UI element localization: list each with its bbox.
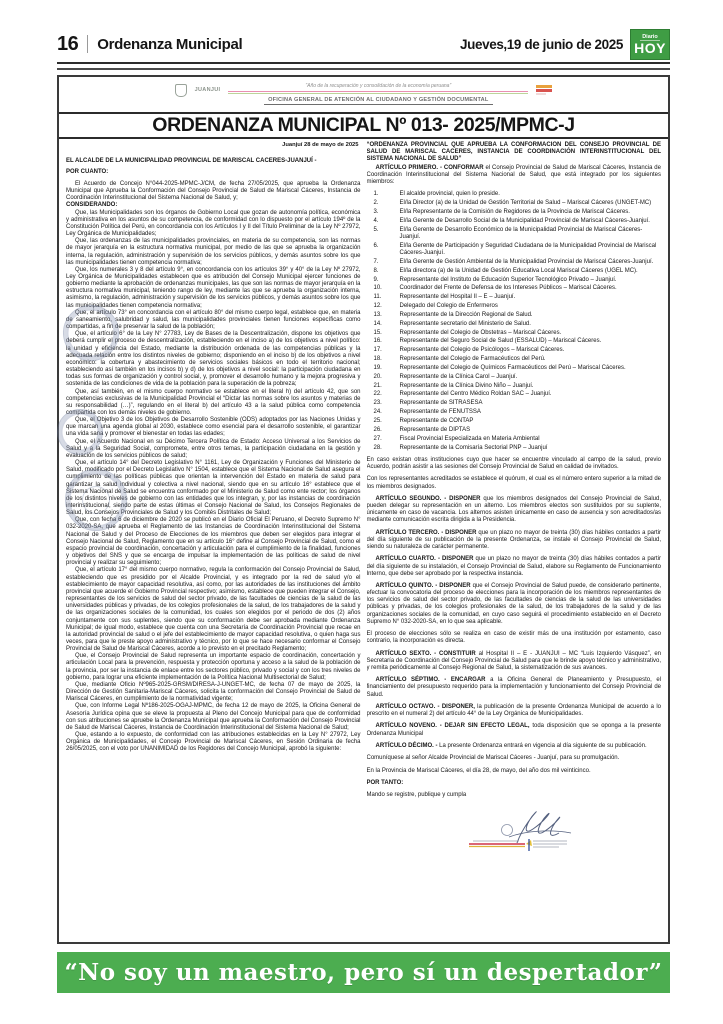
left-paragraph: Que, las ordenanzas de las municipalidades provinciales, en materia de su competencia, son las normas de mayor jerarquía en la estructura normativa municipal, por medio de las que se aprueba la organización interna, la regulación, administración y supervisión de los servicios públicos, y demás asuntos sobre los que las municipalidades tienen competencia normativa; <box>66 238 361 266</box>
left-paragraph: El Acuerdo de Concejo N°044-2025-MPMC-J/CM, de fecha 27/05/2025, que aprueba la Ordenanza Municipal que Aprueba la Conformación del Consejo Provincial de Salud de Mariscal Cáceres, Instancia de Coordinación Interinstitucional del Sistema Nacional de Salud, y; <box>66 180 361 202</box>
left-paragraph: Que, el artículo 14° del Decreto Legislativo N° 1161, Ley de Organización y Funciones del Ministerio de Salud, modificado por el Decreto Legislativo N° 1504, establece que el Sistema Nacional de Salud asegura el cumplimiento de las políticas públicas que orientan la intervención del Estado en materia de salud para garantizar la salud individual y colectiva a nivel nacional, siendo que en su artículo 16° establece que el Sistema Nacional de Salud se encuentra conformado por el Ministerio de Salud como ente rector; los órganos de los distintos niveles de gobierno con las entidades que los integran, y, por las instancias de coordinación interinstitucional, siendo parte de estas últimas el Consejo Nacional de Salud, los Consejos Regionales de Salud, los Consejos Provinciales de Salud y los Comités Distritales de Salud; <box>66 460 361 517</box>
logo-diario-text: Diario <box>642 33 658 40</box>
letterhead-center <box>228 83 528 105</box>
left-paragraph: Que, mediante Oficio Nº965-2025-GRSM/DIRESA-J-UNGET-MC, de fecha 07 de mayo de 2025, la Dirección de Gestión Sanitaria-Mariscal Cáceres, solicita la conformación del Consejo Provincial de Salud de Mariscal Cáceres, en cumplimiento de la normatividad vigente; <box>66 681 361 703</box>
institutional-logo-icon <box>536 85 552 95</box>
member-item: 14. Representante secretario del Ministerio de Salud. <box>373 320 531 327</box>
municipal-letterhead <box>66 81 661 111</box>
left-paragraph: Que, el artículo 17° del mismo cuerpo normativo, regula la conformación del Consejo Provincial de Salud, estableciendo que es presidido por el Alcalde Provincial, y es integrado por la red de salud y/o el establecimiento de mayor capacidad resolutiva, así como, por las autoridades de las instituciones del ámbito provincial que acuerde el Gobierno Provincial respectivo; asimismo, establece que pueden integrar el Consejo, representantes de los servicios de salud del sector privado, de las facultades de ciencias de la salud de las universidades públicas y privadas, de los colegios profesionales de la salud, de los trabajadores de la salud y de las organizaciones sociales de la comunidad, los cuales son elegidos por el periodo de dos (2) años conjuntamente con sus suplentes, siendo que su conformación debe ser aprobada mediante Ordenanza Municipal; de igual modo, establece que cuenta con una Secretaría de Coordinación Provincial que recae en la autoridad provincial de salud o el jefe del establecimiento de mayor capacidad resolutiva, o quien haga sus veces, para que le preste apoyo administrativo y técnico, por lo que se hace necesario conformar el Consejo Provincial de Salud de Mariscal Cáceres, acorde a lo previsto en el precitado Reglamento; <box>66 567 361 653</box>
body-paragraph: Mando se registre, publique y cumpla <box>366 792 467 799</box>
ordinance-document <box>57 75 670 944</box>
left-paragraph: Que, el artículo 73° en concordancia con el artículo 80° del mismo cuerpo legal, establece que, en materia de saneamiento, salubridad y salud, las municipalidades provinciales tienen funciones específicas como compartidas, a fin de preservar la salud de la población; <box>66 309 361 331</box>
left-paragraph: Que, el artículo 6° de la Ley N° 27783, Ley de Bases de la Descentralización, dispone los objetivos que deberá cumplir el proceso de descentralización, estableciendo en el inciso a) de los objetivos a nivel político: la unidad y eficiencia del Estado, mediante la distribución ordenada de las competencias públicas y la adecuada relación entre los distintos niveles de gobierno; disponiendo en el inciso b) de los objetivos a nivel económico: la cobertura y abastecimiento de servicios sociales básicos en todo el territorio nacional; estableciendo así también en los incisos b) y d) de los objetivos a nivel social: la participación ciudadana en todas sus formas de organización y control social, y, promover el desarrollo humano y la mejora progresiva y sostenida de las condiciones de vida de la población para la superación de la pobreza; <box>66 331 361 388</box>
page-number: 16 <box>57 32 79 55</box>
member-item: 11. Representante del Hospital II – E – Juanjuí. <box>373 294 516 301</box>
article-paragraph: ARTÍCULO OCTAVO. - DISPONER, la publicación de la presente Ordenanza Municipal de acuerdo a lo prescrito en el numeral 2) del artículo 44° de la Ley Orgánica de Municipalidades. <box>366 703 661 718</box>
ordinance-subject-heading: “ORDENANZA PROVINCIAL QUE APRUEBA LA CONFORMACIÓN DEL CONSEJO PROVINCIAL DE SALUD DE MARISCAL CACERES, INSTANCIA DE COORDINACIÓN INTERINSTITUCIONAL DEL SISTEMA NACIONAL DE SALUD” <box>366 142 661 163</box>
section-header <box>57 33 242 56</box>
section-title: Ordenanza Municipal <box>97 35 243 53</box>
ordinance-title-strip <box>59 112 668 139</box>
article-paragraph: ARTÍCULO QUINTO. - DISPONER que el Consejo Provincial de Salud puede, de considerarlo pertinente, efectuar la convocatoria del proceso de elecciones para la incorporación de los miembros representantes de los servicios de salud del sector privado, de las facultades de ciencias de la salud de las universidades públicas y privadas, de los colegios profesionales de la salud, de los trabajadores de la salud y de las organizaciones sociales de la comunidad, en cuyo caso seguirá el procedimiento establecido en el Decreto Supremo N° 032-2020-SA, en lo que sea aplicable. <box>366 583 661 625</box>
member-item: 2. El/la Director (a) de la Unidad de Gestión Territorial de Salud – Mariscal Cáceres (UNGET-MC) <box>373 200 652 207</box>
member-item: 27. Fiscal Provincial Especializada en Materia Ambiental <box>373 435 540 442</box>
member-item: 22. Representante del Centro Médico Roldan SAC – Juanjuí. <box>373 391 552 398</box>
left-heading: EL ALCALDE DE LA MUNICIPALIDAD PROVINCIAL DE MARISCAL CACERES-JUANJUÍ - <box>66 157 317 164</box>
official-year-slogan: “Año de la recuperación y consolidación de la economía peruana” <box>305 83 452 89</box>
member-item: 21. Representante de la Clínica Divino Niño – Juanjuí. <box>373 382 534 389</box>
signature-graphic <box>429 803 599 855</box>
left-column <box>66 141 361 934</box>
ordinance-title: ORDENANZA MUNICIPAL Nº 013- 2025/MPMC-J <box>152 114 575 136</box>
member-item: 8. El/la directora (a) de la Unidad de Gestión Educativa Local Mariscal Cáceres (UGEL MC). <box>373 267 638 274</box>
body-paragraph: El proceso de elecciones sólo se realiza en caso de existir más de una institución por estamento, caso contrario, la incorporación es directa. <box>366 631 661 645</box>
newspaper-header <box>57 28 670 60</box>
left-paragraph: Que, así también, en el mismo cuerpo normativo se establece en el literal h) del artículo 42, que son competencias exclusivas de la Municipalidad Provincial el “Dictar las normas sobre los asuntos y materias de su responsabilidad (…)”, regulando en el literal b) del artículo 43 a la salud pública como competencia compartida con los demás niveles de gobierno. <box>66 388 361 416</box>
member-item: 5. El/la Gerente de Desarrollo Económico de la Municipalidad Provincial de Mariscal Cáceres-Juanjuí. <box>373 226 643 240</box>
article-paragraph: ARTÍCULO SEGUNDO. - DISPONER que los miembros designados del Consejo Provincial de Salud, pueden delegar su representación en un alterno. Los miembros electos son sustituidos por su suplente, únicamente en caso de vacancia. Los alternos asisten únicamente en caso de ausencia y son acreditados/as mediante comunicación escrita dirigida a la Presidencia. <box>366 495 661 524</box>
member-item: 18. Representante del Colegio de Farmacéuticos del Perú. <box>373 356 546 363</box>
member-item: 7. El/la Gerente de Gestión Ambiental de la Municipalidad Provincial de Mariscal Cáceres-Juanjuí. <box>373 258 654 265</box>
dateline: Juanjuí 28 de mayo de 2025 <box>282 142 359 148</box>
edition-date: Jueves,19 de junio de 2025 <box>460 36 623 52</box>
letterhead-office: OFICINA GENERAL DE ATENCIÓN AL CIUDADANO Y GESTIÓN DOCUMENTAL <box>264 96 492 105</box>
member-item: 12. Delegado del Colegio de Enfermeros <box>373 303 498 310</box>
member-item: 28. Representante de la Comisaría Sectorial PNP – Juanjuí <box>373 444 548 451</box>
right-column <box>367 141 662 934</box>
member-item: 6. El/la Gerente de Participación y Seguridad Ciudadana de la Municipalidad Provincial de Mariscal Cáceres-Juanjuí. <box>373 242 657 256</box>
member-item: 3. El/la Representante de la Comisión de Regidores de la Provincia de Mariscal Cáceres. <box>373 209 630 216</box>
council-members-list <box>367 191 662 451</box>
left-paragraph: Que, con Informe Legal Nº186-2025-OGAJ-MPMC, de fecha 12 de mayo de 2025, la Oficina General de Asesoría Jurídica opina que se eleve la propuesta al Pleno del Concejo Municipal para que de conformidad con sus atribuciones se apruebe la Ordenanza Municipal que aprueba la Conformación del Consejo Provincial de Salud de Mariscal Cáceres, Instancia de Coordinación Interinstitucional del Sistema Nacional de Salud; <box>66 703 361 731</box>
member-item: 15. Representante del Colegio de Obstetras – Mariscal Cáceres. <box>373 329 562 336</box>
member-item: 26. Representante de DIPTAS <box>373 426 471 433</box>
body-paragraph: En la Provincia de Mariscal Cáceres, el día 28, de mayo, del año dos mil veinticinco. <box>366 767 591 774</box>
masthead-rule-top <box>57 62 670 64</box>
municipal-crest-icon <box>175 84 187 97</box>
member-item: 23. Representante de SITRASESA <box>373 400 483 407</box>
body-paragraph: En caso existan otras instituciones cuyo que hacer se encuentre vinculado al campo de la salud, previo Acuerdo, podrán asistir a las sesiones del Consejo Provincial de Salud en calidad de invitados. <box>366 456 661 471</box>
left-paragraph: Que, estando a lo expuesto, de conformidad con las atribuciones establecidas en la Ley N° 27972, Ley Orgánica de Municipalidades, el Concejo Provincial de Mariscal Cáceres, en Sesión Ordinaria de fecha 26/05/2025, con el voto por UNANIMIDAD de los Regidores del Concejo Municipal, aprobó la siguiente: <box>66 732 361 753</box>
masthead-rule-bottom <box>57 68 670 70</box>
member-item: 17. Representante del Colegio de Psicólogos – Mariscal Cáceres. <box>373 347 565 354</box>
left-heading: CONSIDERANDO: <box>66 202 118 209</box>
article-paragraph: ARTÍCULO SEXTO. - CONSTITUIR al Hospital II – E - JUANJUI – MC “Luis Izquierdo Vásquez”, en Secretaría de Coordinación del Consejo Provincial de Salud para que le brinde apoyo técnico y administrativo, y remita periódicamente al Consejo Regional de Salud, la sistematización de sus avances. <box>366 650 661 671</box>
article-paragraph: ARTÍCULO DÉCIMO. - La presente Ordenanza entrará en vigencia al día siguiente de su publicación. <box>375 742 647 749</box>
member-item: 20. Representante de la Clínica Carol – Juanjuí. <box>373 373 518 380</box>
letterhead-org: JUANJUI <box>194 87 221 93</box>
member-item: 13. Representante de la Dirección Regional de Salud. <box>373 311 533 318</box>
article-paragraph: ARTÍCULO SÉPTIMO. - ENCARGAR a la Oficina General de Planeamiento y Presupuesto, el financiamiento del presupuesto requerido para la implementación y funcionamiento del Consejo Provincial de Salud. <box>366 677 661 698</box>
left-heading: POR CUANTO: <box>66 169 109 176</box>
left-paragraph: Que, el Consejo Provincial de Salud representa un importante espacio de coordinación, concertación y articulación Local para la prevención, respuesta y protección oportuna y acceso a la salud de la población de la provincia, por ser la instancia de enlace entre los sectores público, privado y social y con los tres niveles de gobierno, para lograr una eficiente implementación de la Política Nacional Multisectorial de Salud; <box>66 653 361 681</box>
letterhead-rule-lines <box>228 91 528 95</box>
diario-hoy-logo <box>630 29 670 60</box>
body-paragraph: Con los representantes acreditados se establece el quórum, el cual es el número entero superior a la mitad de los miembros designados. <box>366 476 661 490</box>
member-item: 4. El/la Gerente de Desarrollo Social de la Municipalidad Provincial de Mariscal Cáceres-Juanjuí. <box>373 217 650 224</box>
member-item: 1. El alcalde provincial, quien lo preside. <box>373 191 500 198</box>
member-item: 9. Representante del Instituto de Educación Superior Tecnológico Privado – Juanjuí. <box>373 276 617 283</box>
article-paragraph: ARTÍCULO NOVENO. - DEJAR SIN EFECTO LEGAL, toda disposición que se oponga a la presente Ordenanza Municipal <box>366 723 661 737</box>
member-item: 25. Representante de CONTAP <box>373 418 474 424</box>
body-paragraph: POR TANTO: <box>366 779 404 786</box>
document-columns <box>66 141 661 934</box>
articles-section <box>367 457 662 800</box>
member-item: 16. Representante del Seguro Social de Salud (ESSALUD) – Mariscal Cáceres. <box>373 338 602 345</box>
member-item: 24. Representante de FENUTSSA <box>373 409 481 416</box>
article-paragraph: ARTÍCULO CUARTO. - DISPONER que un plazo no mayor de treinta (30) días hábiles contados a partir del día siguiente de su instalación, el Consejo Provincial de Salud, elabore su Reglamento de Funcionamiento Interno, que debe ser aprobado por la respectiva instancia. <box>366 556 661 577</box>
footer-quote-text: “No soy un maestro, pero sí un despertador” <box>64 959 663 986</box>
body-paragraph: Comuníquese al señor Alcalde Provincial de Mariscal Cáceres - Juanjuí, para su promulgación. <box>366 755 620 762</box>
member-item: 19. Representante del Colegio de Químicos Farmacéuticos del Perú – Mariscal Cáceres. <box>373 364 626 371</box>
logo-hoy-text: HOY <box>634 39 666 56</box>
edition-info <box>460 29 670 60</box>
left-paragraph: Que, el Acuerdo Nacional en su Décimo Tercera Política de Estado: Acceso Universal a los Servicios de Salud y a la Seguridad Social, compromete, entre otros temas, la participación ciudadana en la gestión y evaluación de los servicios públicos de salud; <box>66 438 361 459</box>
mayor-signature <box>367 803 662 855</box>
footer-quote-banner <box>57 952 670 993</box>
left-paragraph: Que, los numerales 3 y 8 del artículo 9°, en concordancia con los artículos 39° y 40° de la Ley Nº 27972, Ley Orgánica de Municipalidades establecen que es atribución del Consejo Municipal ejercer funciones de gobierno mediante la aprobación de ordenanzas municipales, las que son las normas de mayor jerarquía en la estructura normativa municipal, teniendo rango de ley, mediante las que se aprueba la organización interna, asimismo, la regulación, administración y supervisión de los servicios públicos, y demás asuntos sobre los que las municipalidades tienen competencia normativa; <box>66 266 361 309</box>
member-item: 10. Coordinador del Frente de Defensa de los Intereses Públicos – Mariscal Cáceres. <box>373 285 617 292</box>
left-paragraph: Que, las Municipalidades son los órganos de Gobierno Local que gozan de autonomía política, económica y administrativa en los asuntos de su competencia, de conformidad con lo dispuesto por el artículo 194º de la Constitución Política del Perú, en concordancia con los Artículos I y II del Título Preliminar de la Ley Nº 27972, Ley Orgánica de Municipalidades; <box>66 209 361 238</box>
left-paragraph: Que, el Objetivo 3 de los Objetivos de Desarrollo Sostenible (ODS) adoptados por las Naciones Unidas y que marcan una agenda global al 2030, establece como esencial para el desarrollo sostenible, el garantizar una vida sana y promover el bienestar en todas las edades; <box>66 417 361 438</box>
articulo-primero: ARTÍCULO PRIMERO. - CONFORMAR el Consejo Provincial de Salud de Mariscal Cáceres, Instancia de Coordinación Interinstitucional del Sistema Nacional de Salud, que está integrado por los siguientes miembros: <box>366 164 661 186</box>
header-divider-bar <box>87 35 88 53</box>
article-paragraph: ARTÍCULO TERCERO. - DISPONER que un plazo no mayor de treinta (30) días hábiles contados a partir del día siguiente de su publicación de la presente Ordenanza, se instale el Consejo Provincial de Salud, siendo su naturaleza de carácter permanente. <box>366 529 661 550</box>
left-paragraph: Que, con fecha 6 de diciembre de 2020 se publicó en el Diario Oficial El Peruano, el Decreto Supremo N° 032-2020-SA, que aprueba el Reglamento de las Instancias de Coordinación Interinstitucional del Sistema Nacional de Salud y del Proceso de Elecciones de los miembros que deben ser elegidos para integrar el Consejo Nacional de Salud, Reglamento que en su artículo 16° define al Consejo Provincial de Salud, como el espacio provincial de coordinación, concertación y articulación para el cumplimiento de la finalidad, funciones y objetivos del SNS y que se encarga de impulsar la implementación de las políticas de salud de nivel provincial y realizar su seguimiento; <box>66 517 361 567</box>
